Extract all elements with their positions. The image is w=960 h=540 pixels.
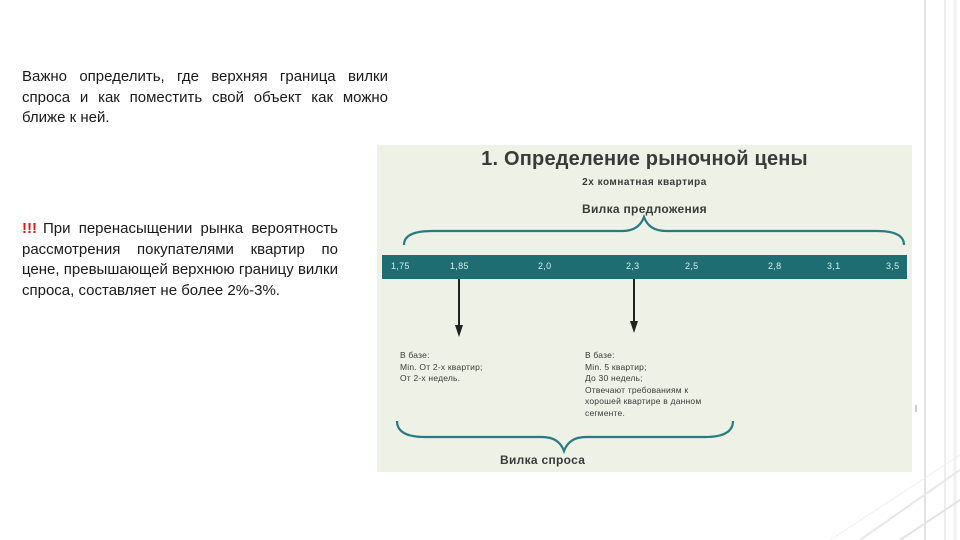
price-tick: 2,0 [538,261,552,271]
diagram-title: 1. Определение рыночной цены [481,148,808,170]
price-tick: 1,85 [450,261,469,271]
warning-paragraph [22,219,338,301]
diagram-subtitle: 2х комнатная квартира [582,177,707,188]
price-tick: 1,75 [391,261,410,271]
demand-brace [377,145,912,472]
alert-mark: !!! [22,220,37,237]
warning-text: При перенасыщении рынка вероятность рассмотрения покупателями квартир по цене, превышающей верхнюю границу вилки спроса, составляет не более 2%-3%. [22,220,338,299]
intro-paragraph: Важно определить, где верхняя граница вилки спроса и как поместить свой объект как можно ближе к ней. [22,68,388,126]
price-tick: 3,1 [827,261,841,271]
price-tick: 2,3 [626,261,640,271]
price-tick: 3,5 [886,261,900,271]
market-price-diagram [377,145,912,472]
price-tick: 2,5 [685,261,699,271]
supply-range-label: Вилка предложения [582,202,707,216]
max-demand-note: В базе: Min. 5 квартир; До 30 недель; Отвечают требованиям к хорошей квартире в данном сегменте. [585,350,702,418]
price-tick: 2,8 [768,261,782,271]
min-demand-note: В базе: Min. От 2-х квартир; От 2-х недель. [400,350,483,383]
demand-range-label: Вилка спроса [500,453,586,467]
